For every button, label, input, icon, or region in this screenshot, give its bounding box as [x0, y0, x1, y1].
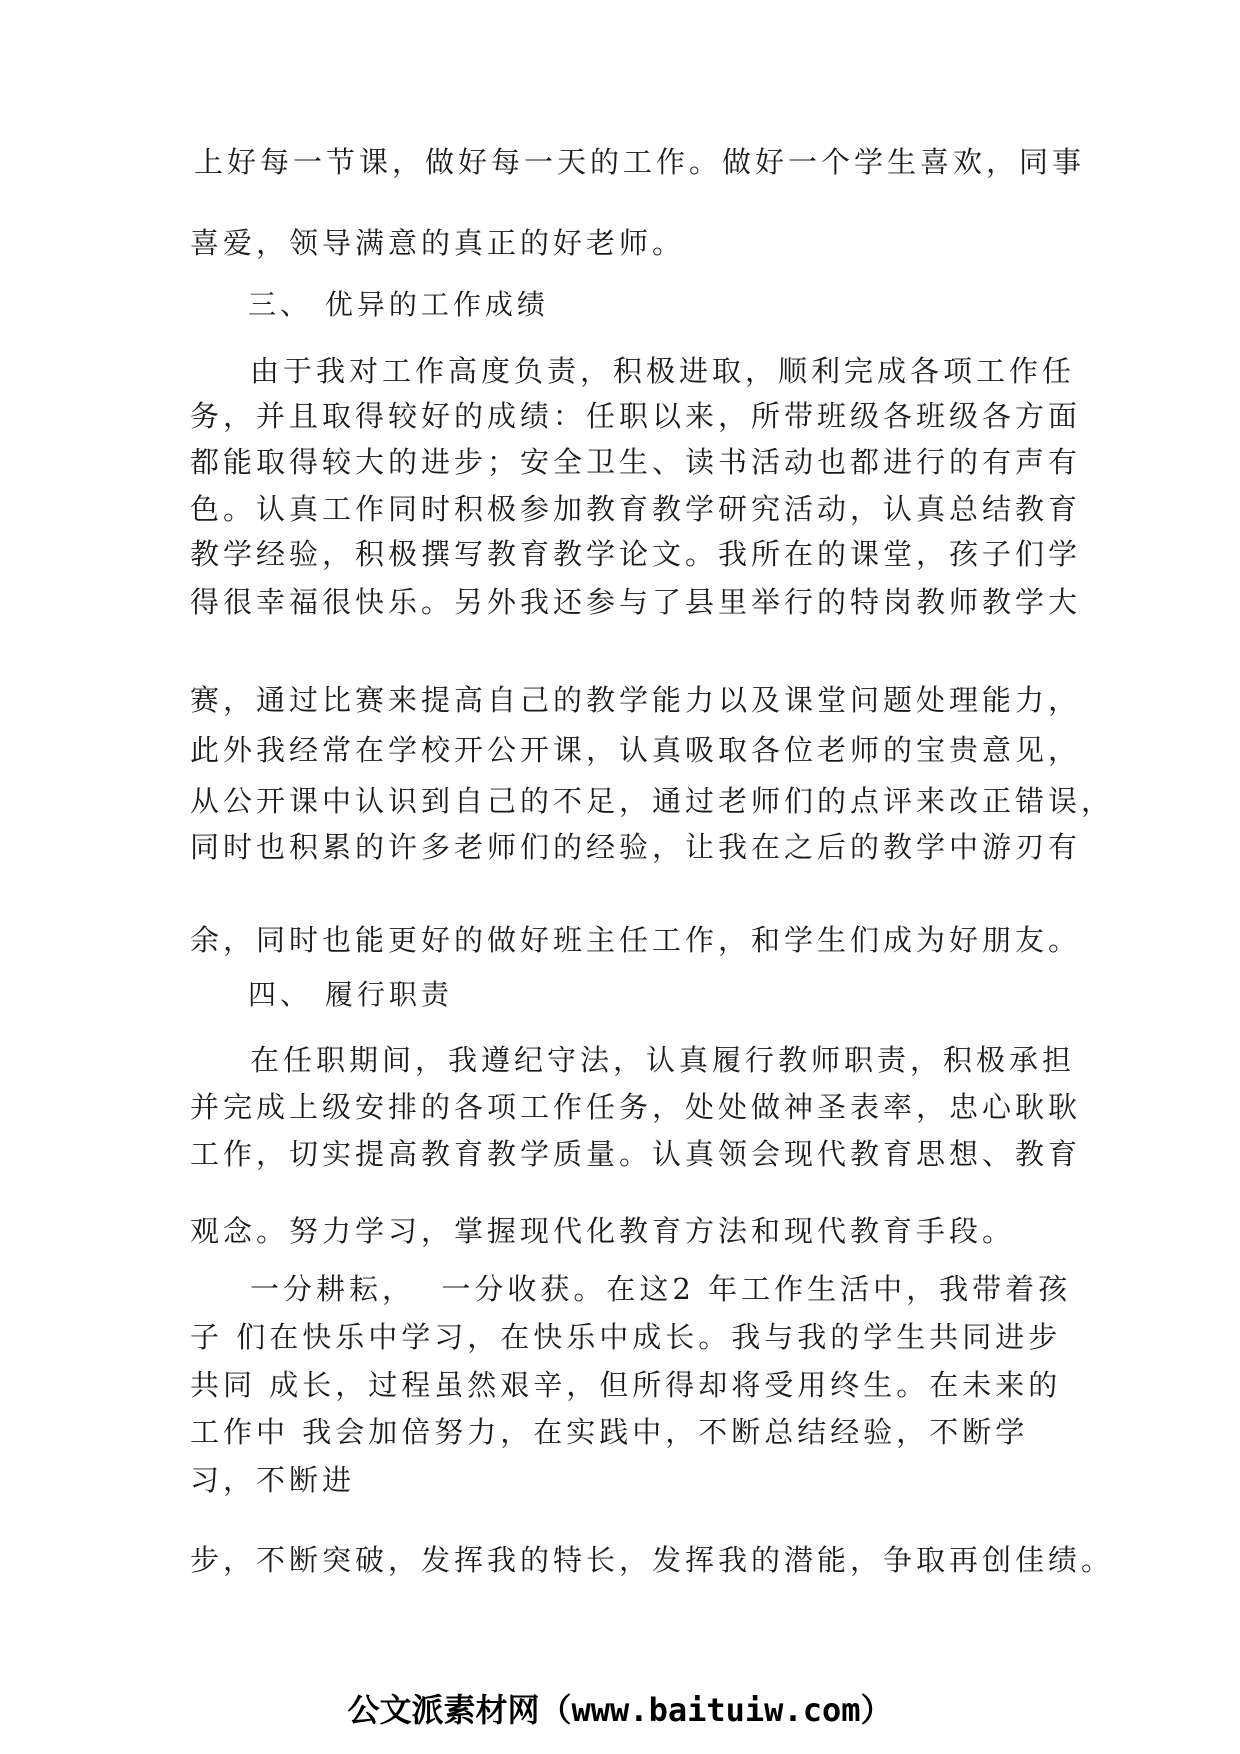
paragraph-line: 色。认真工作同时积极参加教育教学研究活动，认真总结教育 — [190, 492, 1082, 526]
paragraph-line: 步，不断突破，发挥我的特长，发挥我的潜能，争取再创佳绩。 — [190, 1543, 1115, 1577]
paragraph-line: 习，不断进 — [190, 1463, 356, 1497]
section-heading: 四、 履行职责 — [248, 978, 453, 1011]
paragraph-line: 教学经验，积极撰写教育教学论文。我所在的课堂，孩子们学 — [190, 537, 1082, 571]
paragraph-line: 都能取得较大的进步；安全卫生、读书活动也都进行的有声有 — [190, 445, 1082, 479]
footer-source-label: 公文派素材网（www.baituiw.com） — [347, 1691, 893, 1729]
paragraph-line: 由于我对工作高度负责，积极进取，顺利完成各项工作任 — [250, 354, 1076, 388]
paragraph-line: 此外我经常在学校开公开课，认真吸取各位老师的宝贵意见， — [190, 733, 1082, 767]
paragraph-line: 从公开课中认识到自己的不足，通过老师们的点评来改正错误， — [190, 784, 1115, 818]
paragraph-line: 一分耕耘， 一分收获。在这2 年工作生活中，我带着孩 — [250, 1272, 1072, 1306]
paragraph-line: 同时也积累的许多老师们的经验，让我在之后的教学中游刃有 — [190, 830, 1082, 864]
paragraph-line: 并完成上级安排的各项工作任务，处处做神圣表率，忠心耿耿 — [190, 1090, 1082, 1124]
paragraph-line: 得很幸福很快乐。另外我还参与了县里举行的特岗教师教学大 — [190, 585, 1082, 619]
paragraph-line: 工作，切实提高教育教学质量。认真领会现代教育思想、教育 — [190, 1137, 1082, 1171]
paragraph-line: 在任职期间，我遵纪守法，认真履行教师职责，积极承担 — [250, 1043, 1076, 1077]
paragraph-line: 子 们在快乐中学习，在快乐中成长。我与我的学生共同进步 — [190, 1320, 1062, 1354]
paragraph-line: 上好每一节课，做好每一天的工作。做好一个学生喜欢，同事 — [194, 145, 1086, 179]
paragraph-line: 工作中 我会加倍努力，在实践中，不断总结经验，不断学 — [190, 1415, 1029, 1449]
paragraph-line: 喜爱，领导满意的真正的好老师。 — [190, 226, 686, 260]
section-heading: 三、 优异的工作成绩 — [248, 288, 549, 321]
paragraph-line: 共同 成长，过程虽然艰辛，但所得却将受用终生。在未来的 — [190, 1368, 1062, 1402]
paragraph-line: 赛，通过比赛来提高自己的教学能力以及课堂问题处理能力， — [190, 683, 1082, 717]
paragraph-line: 务，并且取得较好的成绩：任职以来，所带班级各班级各方面 — [190, 399, 1082, 433]
paragraph-line: 余，同时也能更好的做好班主任工作，和学生们成为好朋友。 — [190, 923, 1082, 957]
paragraph-line: 观念。努力学习，掌握现代化教育方法和现代教育手段。 — [190, 1214, 1016, 1248]
